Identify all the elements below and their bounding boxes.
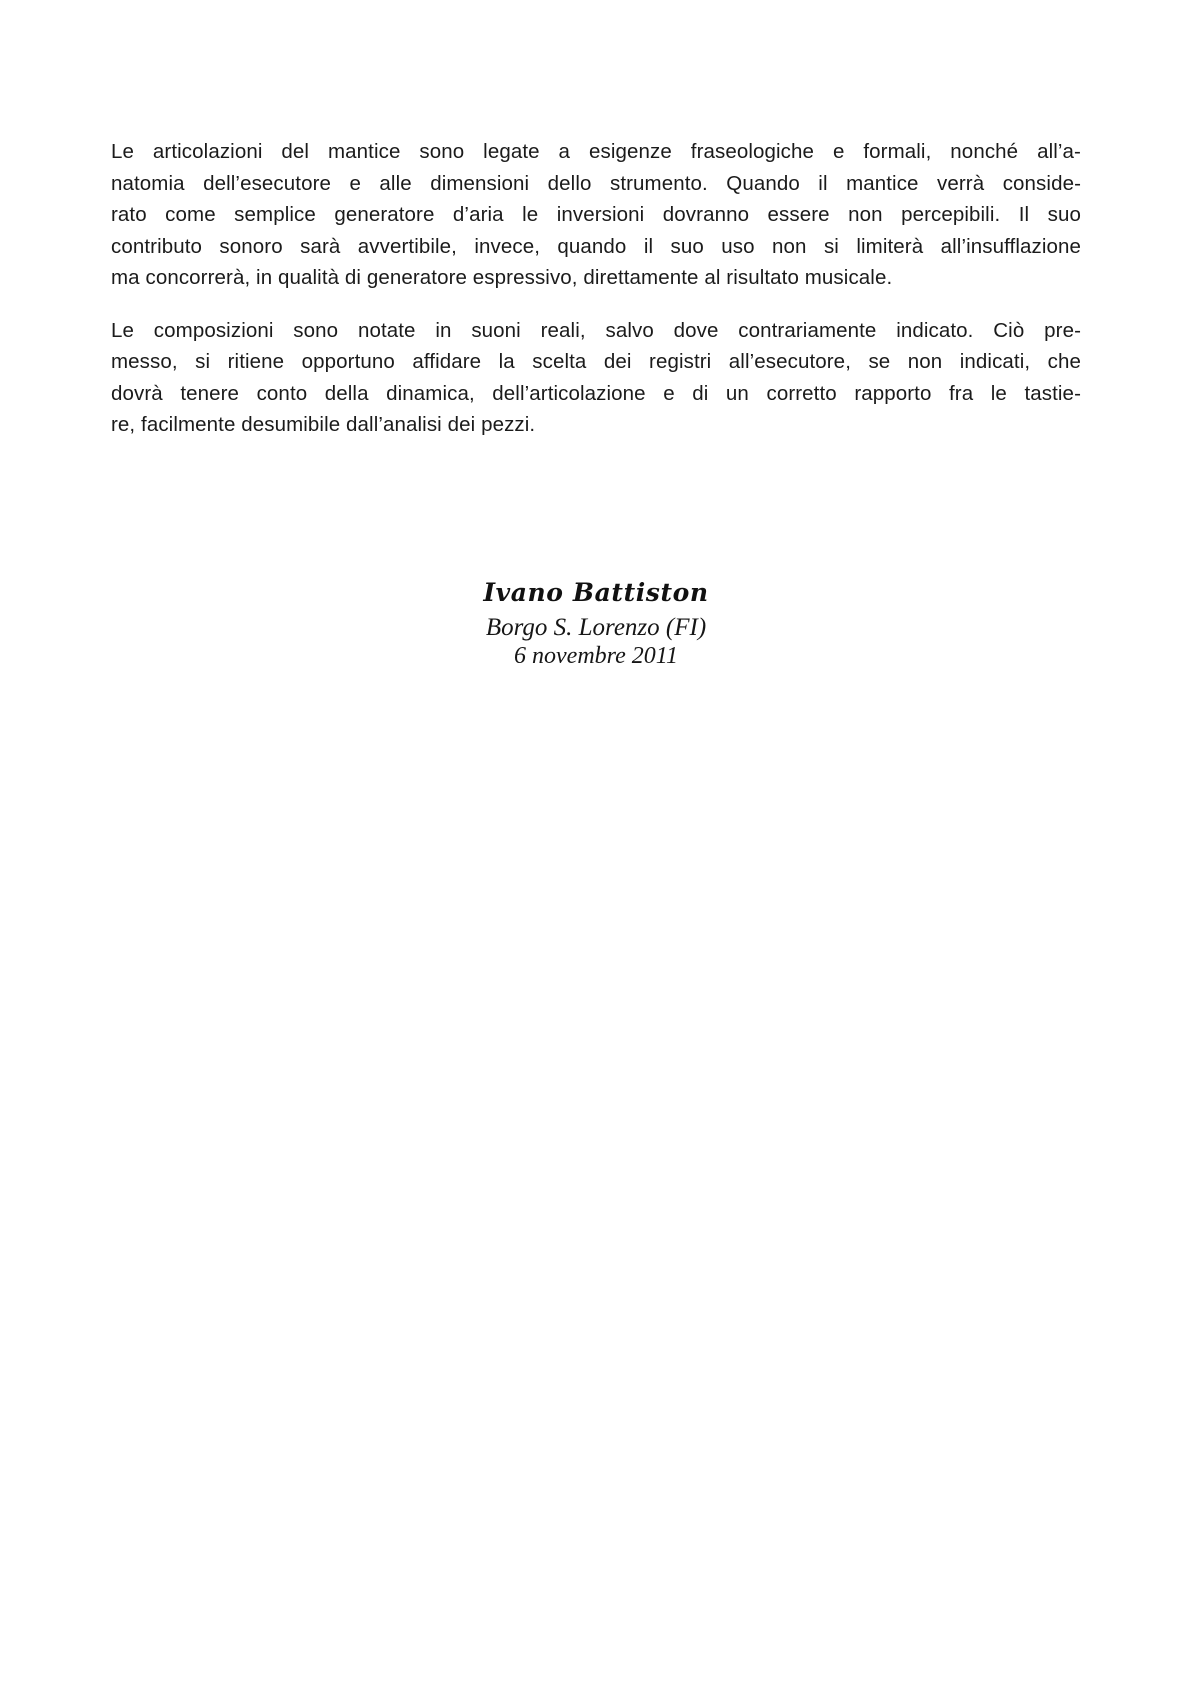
signature-block xyxy=(111,578,1081,671)
text-line: messo, si ritiene opportuno affidare la scelta dei registri all’esecutore, se non indicati, che xyxy=(111,350,1081,373)
signature-date: 6 novembre 2011 xyxy=(514,642,678,669)
text-line: natomia dell’esecutore e alle dimensioni dello strumento. Quando il mantice verrà conside- xyxy=(111,171,1081,195)
author-name: Ivano Battiston xyxy=(483,577,709,607)
text-line: rato come semplice generatore d’aria le inversioni dovranno essere non percepibili. Il suo xyxy=(111,203,1081,226)
body-paragraph-1 xyxy=(111,136,1081,294)
text-line: contributo sonoro sarà avvertibile, invece, quando il suo uso non si limiterà all’insufflazione xyxy=(111,234,1081,258)
text-block xyxy=(0,0,1190,671)
body-paragraph-2 xyxy=(111,315,1081,441)
text-line: re, facilmente desumibile dall’analisi dei pezzi. xyxy=(111,413,536,436)
signature-place: Borgo S. Lorenzo (FI) xyxy=(485,613,707,641)
text-line: ma concorrerà, in qualità di generatore espressivo, direttamente al risultato musicale. xyxy=(111,266,893,289)
text-line: dovrà tenere conto della dinamica, dell’articolazione e di un corretto rapporto fra le tastie- xyxy=(111,381,1081,405)
text-line: Le articolazioni del mantice sono legate a esigenze fraseologiche e formali, nonché all’a- xyxy=(111,140,1081,163)
text-line: Le composizioni sono notate in suoni reali, salvo dove contrariamente indicato. Ciò pre- xyxy=(111,318,1081,342)
